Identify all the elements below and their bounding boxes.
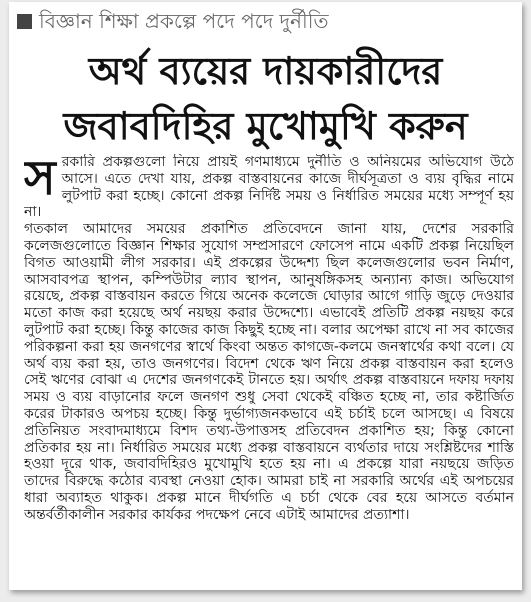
headline-line-1: অর্থ ব্যয়ের দায়কারীদের [88, 49, 443, 93]
headline-line-2: জবাবদিহির মুখোমুখি করুন [63, 104, 468, 148]
drop-cap: স [24, 154, 56, 206]
kicker-square-icon [17, 14, 32, 29]
kicker [17, 6, 517, 36]
newspaper-clipping [9, 2, 522, 590]
paragraph-2: গতকাল আমাদের সময়ের প্রকাশিত প্রতিবেদনে জানা যায়, দেশের সরকারি কলেজগুলোতে বিজ্ঞান শিক্ষার সুযোগ সম্প্রসারণে ফোসেপ নামে একটি প্রকল্প নিয়েছিল বিগত আওয়ামী লীগ সরকার। এই প্রকল্পের উদ্দেশ্য ছিল কলেজগুলোর ভবন নির্মাণ, আসবাবপত্র স্থাপন, কম্পিউটার ল্যাব স্থাপন, আনুষঙ্গিকসহ অন্যান্য কাজ। অভিযোগ রয়েছে, প্রকল্প বাস্তবায়ন করতে গিয়ে অনেক কলেজে ঘোড়ার আগে গাড়ি জুড়ে দেওয়ার মতো কাজ করা হয়েছে অর্থ নয়ছয় করার উদ্দেশ্যে। এভাবেই প্রতিটি প্রকল্প নয়ছয় করে লুটপাট করা হচ্ছে। কিন্তু কাজের কাজ কিছুই হচ্ছে না। বলার অপেক্ষা রাখে না সব কাজের পরিকল্পনা করা হয় জনগণের স্বার্থে কিংবা অন্তত কাগজে-কলমে জনস্বার্থের কথা বলে। যে অর্থ ব্যয় করা হয়, তাও জনগণের। বিদেশ থেকে ঋণ নিয়ে প্রকল্প বাস্তবায়ন করা হলেও সেই ঋণের বোঝা এ দেশের জনগণকেই টানতে হয়। অর্থাৎ প্রকল্প বাস্তবায়নে দফায় দফায় সময় ও ব্যয় বাড়ানোর ফলে জনগণ শুধু সেবা থেকেই বঞ্চিত হচ্ছে না, তার কষ্টার্জিত করের টাকারও অপচয় হচ্ছে। কিন্তু দুর্ভাগ্যজনকভাবে এই চর্চাই চলে আসছে। এ বিষয়ে প্রতিনিয়ত সংবাদমাধ্যমে বিশদ তথ্য-উপাত্তসহ প্রতিবেদন প্রকাশিত হয়; কিন্তু কোনো প্রতিকার হয় না। নির্ধারিত সময়ের মধ্যে প্রকল্প বাস্তবায়নে ব্যর্থতার দায়ে সংশ্লিষ্টদের শাস্তি হওয়া দূরে থাক, জবাবদিহিরও মুখোমুখি হতে হয় না। এ প্রকল্পে যারা নয়ছয়ে জড়িত তাদের বিরুদ্ধে কঠোর ব্যবস্থা নেওয়া হোক। আমরা চাই না সরকারি অর্থের এই অপচয়ের ধারা অব্যাহত থাকুক। প্রকল্প মানে দীর্ঘগতি এ চর্চা থেকে বের হয়ে আসতে বর্তমান অন্তর্বর্তীকালীন সরকার কার্যকর পদক্ষেপ নেবে এটাই আমাদের প্রত্যাশা। [24, 221, 514, 523]
article-body [24, 154, 514, 584]
kicker-text: বিজ্ঞান শিক্ষা প্রকল্পে পদে পদে দুর্নীতি [39, 9, 329, 33]
paragraph-1: রকারি প্রকল্পগুলো নিয়ে প্রায়ই গণমাধ্যমে দুর্নীতি ও অনিয়মের অভিযোগ উঠে আসে। এতে দেখা যায়, প্রকল্প বাস্তবায়নের কাজে দীর্ঘসূত্রতা ও ব্যয় বৃদ্ধির নামে লুটপাট করা হচ্ছে। কোনো প্রকল্প নির্দিষ্ট সময় ও নির্ধারিত সময়ের মধ্যে সম্পূর্ণ হয় না। [24, 154, 514, 221]
